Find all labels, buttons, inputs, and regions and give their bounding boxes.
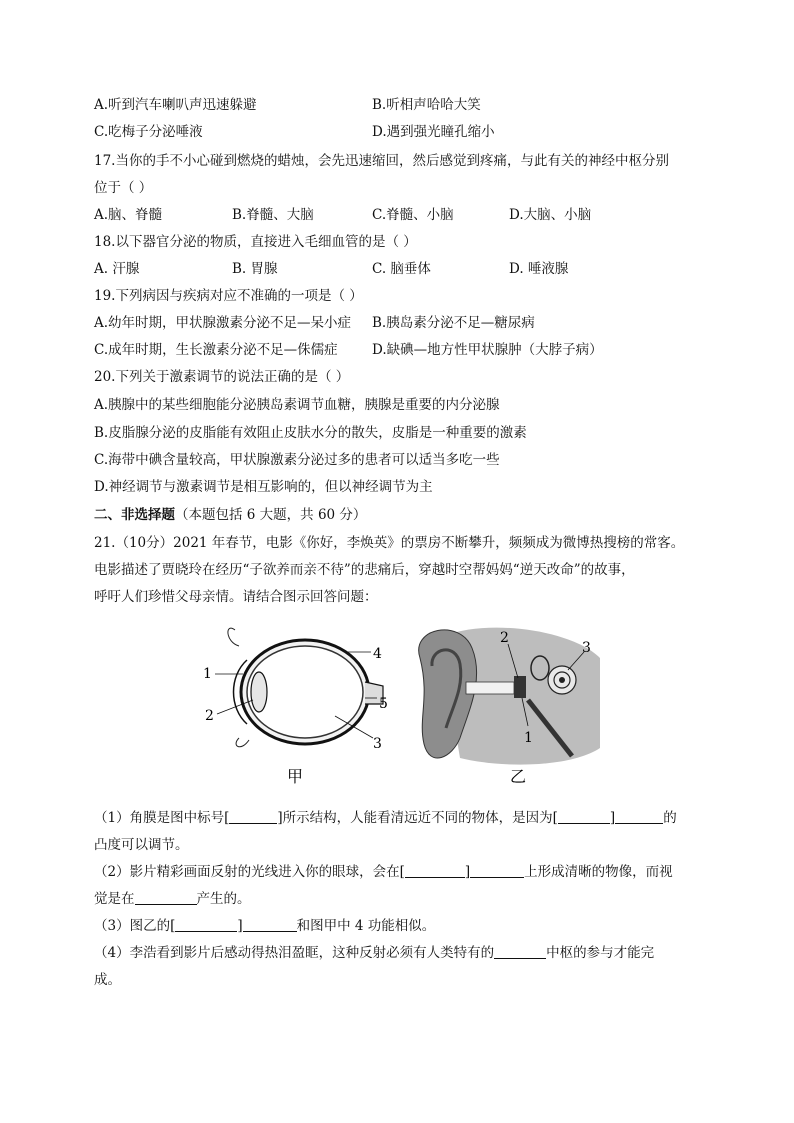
q16-option-b: B.听相声哈哈大笑	[372, 97, 481, 113]
q18-stem: 18.以下器官分泌的物质，直接进入毛细血管的是（ ）	[94, 234, 417, 250]
q19-option-d: D.缺碘—地方性甲状腺肿（大脖子病）	[372, 342, 603, 358]
q19-option-b: B.胰岛素分泌不足—糖尿病	[372, 315, 535, 331]
q21-intro-line2: 电影描述了贾晓玲在经历“子欲养而亲不待”的悲痛后，穿越时空帮妈妈“逆天改命”的故事，	[94, 562, 635, 578]
q20-option-a: A.胰腺中的某些细胞能分泌胰岛素调节血糖，胰腺是重要的内分泌腺	[94, 397, 500, 413]
q21-part4-line1	[94, 944, 654, 962]
q19-option-a: A.幼年时期，甲状腺激素分泌不足—呆小症	[94, 315, 352, 331]
eye-diagram	[195, 612, 400, 792]
q17-option-c: C.脊髓、小脑	[372, 207, 454, 223]
ear-canal-shape	[466, 682, 514, 694]
q17-option-a: A.脑、脊髓	[94, 207, 163, 223]
section-heading	[94, 506, 366, 524]
ossicles-shape	[514, 676, 526, 698]
q21-part4-text-b: 中枢的参与才能完	[546, 945, 655, 961]
q19-option-c: C.成年时期，生长激素分泌不足—侏儒症	[94, 342, 338, 358]
q17-stem-line1: 17.当你的手不小心碰到燃烧的蜡烛，会先迅速缩回，然后感觉到疼痛，与此有关的神经中枢分别	[94, 153, 669, 169]
ear-label-2: 2	[500, 630, 509, 646]
answer-blank-9[interactable]	[494, 944, 546, 959]
q21-part2-text-a: （2）影片精彩画面反射的光线进入你的眼球，会在[	[94, 864, 405, 880]
answer-blank-6[interactable]	[135, 890, 197, 905]
ear-label-3: 3	[582, 640, 591, 656]
upper-eyelid-shape	[228, 628, 239, 646]
q18-option-c: C. 脑垂体	[372, 261, 431, 277]
q18-option-a: A. 汗腺	[94, 261, 140, 277]
q17-option-d: D.大脑、小脑	[509, 207, 592, 223]
section-title: 二、非选择题	[94, 507, 175, 523]
q20-option-b: B.皮脂腺分泌的皮脂能有效阻止皮肤水分的散失，皮脂是一种重要的激素	[94, 425, 527, 441]
answer-blank-4[interactable]	[405, 863, 465, 878]
eye-label-2: 2	[205, 708, 214, 724]
q16-option-c: C.吃梅子分泌唾液	[94, 124, 203, 140]
q20-stem: 20.下列关于激素调节的说法正确的是（ ）	[94, 369, 350, 385]
q21-part1-text-d: 的	[663, 810, 677, 826]
q16-option-d: D.遇到强光瞳孔缩小	[372, 124, 495, 140]
q21-part3-text-a: （3）图乙的[	[94, 918, 176, 934]
q18-option-d: D. 唾液腺	[509, 261, 569, 277]
answer-blank-8[interactable]	[243, 917, 297, 932]
q21-part2-text-e: 产生的。	[196, 891, 251, 907]
q20-option-d: D.神经调节与激素调节是相互影响的，但以神经调节为主	[94, 479, 433, 495]
q18-option-b: B. 胃腺	[232, 261, 278, 277]
q17-option-b: B.脊髓、大脑	[232, 207, 314, 223]
eye-label-5: 5	[379, 696, 388, 712]
eye-diagram-svg	[195, 612, 400, 792]
answer-blank-2[interactable]	[558, 809, 610, 824]
q21-part1-line1	[94, 809, 677, 827]
figure-caption-yi: 乙	[510, 767, 527, 786]
ear-label-1: 1	[524, 730, 533, 746]
q21-part3-line	[94, 917, 435, 935]
lens-shape	[251, 672, 267, 712]
q21-part4-line2: 成。	[94, 972, 121, 988]
eye-label-1: 1	[203, 666, 212, 682]
ear-diagram	[400, 618, 610, 792]
q21-part2-line2	[94, 890, 251, 908]
q21-part1-text-b: ]所示结构，人能看清远近不同的物体，是因为[	[277, 810, 558, 826]
lower-eyelid-shape	[236, 738, 249, 747]
q17-stem-line2: 位于（ ）	[94, 180, 153, 196]
q21-part1-text-c: ]	[609, 810, 616, 826]
q21-part3-text-c: 和图甲中 4 功能相似。	[296, 918, 436, 934]
q19-stem: 19.下列病因与疾病对应不准确的一项是（ ）	[94, 288, 363, 304]
answer-blank-3[interactable]	[615, 809, 663, 824]
q21-part2-text-c: 上形成清晰的物像，而视	[524, 864, 673, 880]
q21-intro-line1: 21.（10分）2021 年春节，电影《你好，李焕英》的票房不断攀升，频频成为微博热搜榜的常客。	[94, 535, 685, 551]
q21-part3-text-b: ]	[237, 918, 243, 934]
eye-label-3: 3	[373, 736, 382, 752]
q20-option-c: C.海带中碘含量较高，甲状腺激素分泌过多的患者可以适当多吃一些	[94, 452, 500, 468]
q21-part2-text-d: 觉是在	[94, 891, 135, 907]
q21-part4-text-a: （4）李浩看到影片后感动得热泪盈眶，这种反射必须有人类特有的	[94, 945, 495, 961]
answer-blank-7[interactable]	[175, 917, 237, 932]
section-note: （本题包括 6 大题，共 60 分）	[175, 507, 367, 523]
answer-blank-5[interactable]	[470, 863, 524, 878]
answer-blank-1[interactable]	[229, 809, 277, 824]
q21-intro-line3: 呼吁人们珍惜父母亲情。请结合图示回答问题：	[94, 589, 378, 605]
figure-caption-jia: 甲	[287, 767, 304, 786]
q21-part1-line2: 凸度可以调节。	[94, 837, 189, 853]
q21-part2-text-b: ]	[464, 864, 471, 880]
q16-option-a: A.听到汽车喇叭声迅速躲避	[94, 97, 257, 113]
q21-part2-line1	[94, 863, 673, 881]
eye-label-4: 4	[373, 646, 382, 662]
q21-part1-text-a: （1）角膜是图中标号[	[94, 810, 230, 826]
ear-diagram-svg	[400, 618, 610, 792]
cochlea-center	[559, 677, 565, 683]
